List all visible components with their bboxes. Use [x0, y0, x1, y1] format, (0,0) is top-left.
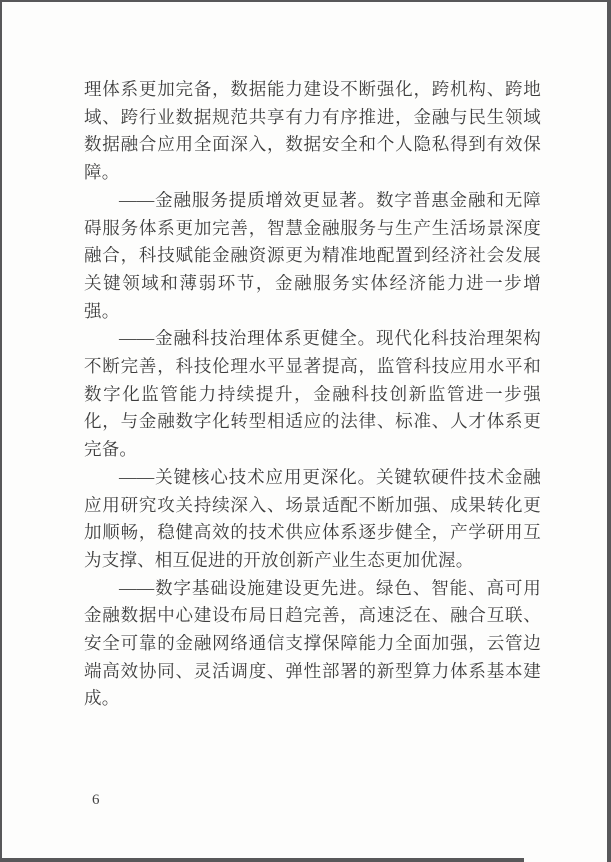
scan-edge-top	[0, 0, 611, 2]
paragraph-continuation	[84, 76, 541, 187]
paragraph-lead: ——金融服务提质增效更显著。	[119, 189, 377, 210]
paragraph-core-technology	[84, 464, 541, 575]
scan-edge-bottom	[0, 858, 524, 862]
paragraph-text: 理体系更加完备，数据能力建设不断强化，跨机构、跨地域、跨行业数据规范共享有力有序推进，金融与民生领域数据融合应用全面深入，数据安全和个人隐私得到有效保障。	[84, 79, 541, 183]
paragraph-text: 数字普惠金融和无障碍服务体系更加完善，智慧金融服务与生产生活场景深度融合，科技赋能金融资源更为精准地配置到经济社会发展关键领域和薄弱环节，金融服务实体经济能力进一步增强。	[84, 189, 541, 321]
paragraph-text: 现代化科技治理架构不断完善，科技伦理水平显著提高，监管科技应用水平和数字化监管能力持续提升，金融科技创新监管进一步强化，与金融数字化转型相适应的法律、标准、人才体系更完备。	[84, 328, 541, 460]
paragraph-text: 关键软硬件技术金融应用研究攻关持续深入、场景适配不断加强、成果转化更加顺畅，稳健高效的技术供应体系逐步健全，产学研用互为支撑、相互促进的开放创新产业生态更加优渥。	[84, 466, 541, 570]
paragraph-text: 绿色、智能、高可用金融数据中心建设布局日趋完善，高速泛在、融合互联、安全可靠的金融网络通信支撑保障能力全面加强，云管边端高效协同、灵活调度、弹性部署的新型算力体系基本建成。	[84, 577, 541, 709]
scan-edge-right	[607, 0, 611, 862]
scan-edge-left	[0, 0, 2, 862]
paragraph-financial-services	[84, 187, 541, 326]
paragraph-fintech-governance	[84, 325, 541, 464]
paragraph-lead: ——数字基础设施建设更先进。	[119, 577, 377, 598]
paragraph-lead: ——金融科技治理体系更健全。	[119, 328, 377, 349]
paragraph-digital-infrastructure	[84, 575, 541, 714]
body-text-block	[84, 76, 541, 713]
paragraph-lead: ——关键核心技术应用更深化。	[119, 466, 377, 487]
page-number: 6	[92, 792, 100, 808]
